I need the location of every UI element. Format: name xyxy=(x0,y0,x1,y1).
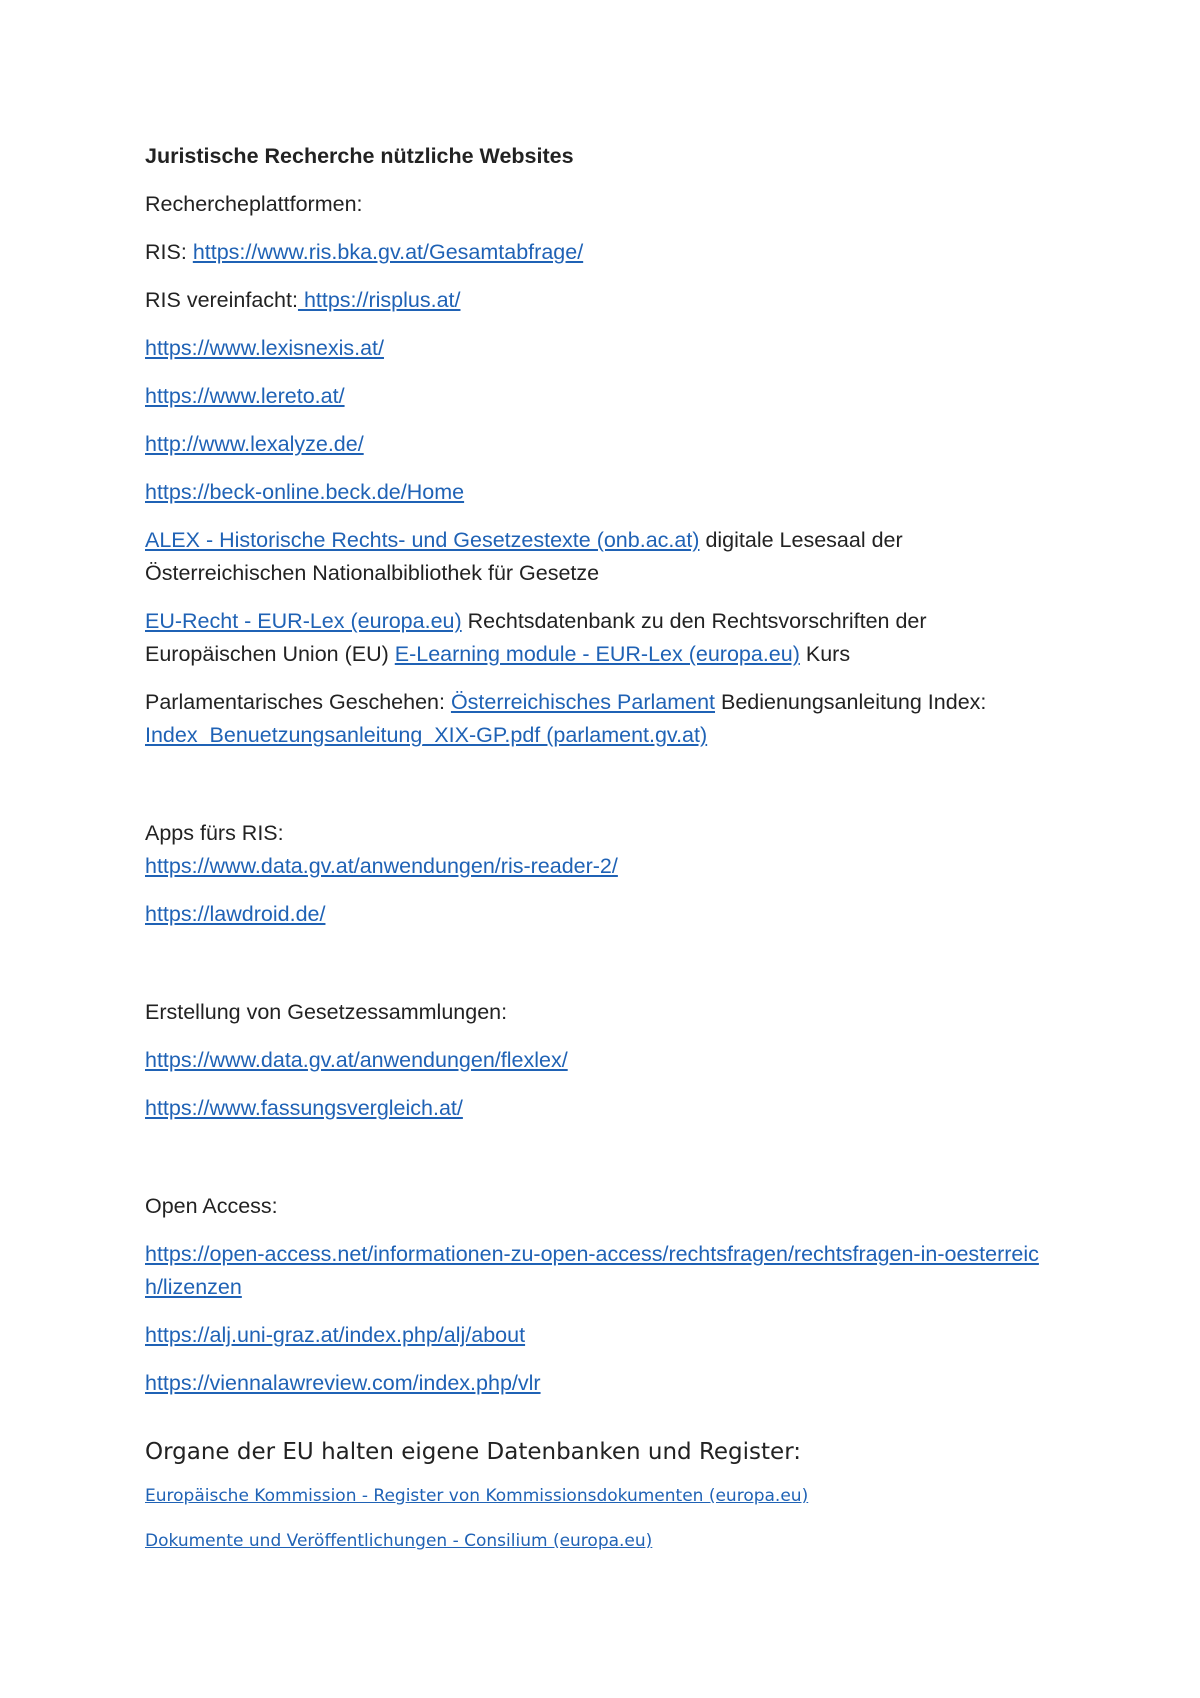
document-title: Juristische Recherche nützliche Websites xyxy=(145,144,574,168)
open-access-link[interactable]: https://open-access.net/informationen-zu-open-access/rechtsfragen/rechtsfragen-in-oesterreich/lizenzen xyxy=(145,1242,1039,1299)
beck-online-link[interactable]: https://beck-online.beck.de/Home xyxy=(145,480,465,504)
alex-paragraph xyxy=(145,524,1045,590)
spacer xyxy=(145,946,1045,996)
flexlex-link[interactable]: https://www.data.gv.at/anwendungen/flexlex/ xyxy=(145,1048,568,1072)
ris-simple-line xyxy=(145,284,1045,317)
spacer xyxy=(145,767,1045,817)
ris-simple-label: RIS vereinfacht: xyxy=(145,288,298,312)
commission-register-link[interactable]: Europäische Kommission - Register von Kommissionsdokumenten (europa.eu) xyxy=(145,1486,809,1506)
eurlex-link[interactable]: EU-Recht - EUR-Lex (europa.eu) xyxy=(145,609,462,633)
vlr-link[interactable]: https://viennalawreview.com/index.php/vlr xyxy=(145,1371,541,1395)
index-label: Bedienungsanleitung Index: xyxy=(715,690,987,714)
parliament-paragraph xyxy=(145,686,1045,752)
risplus-link[interactable]: https://risplus.at/ xyxy=(297,288,461,312)
fassungsvergleich-link[interactable]: https://www.fassungsvergleich.at/ xyxy=(145,1096,463,1120)
spacer xyxy=(145,1140,1045,1190)
ris-link[interactable]: https://www.ris.bka.gv.at/Gesamtabfrage/ xyxy=(192,240,584,264)
ris-label: RIS: xyxy=(145,240,187,264)
ris-line xyxy=(145,236,1045,269)
lawdroid-link[interactable]: https://lawdroid.de/ xyxy=(145,902,326,926)
lexisnexis-link[interactable]: https://www.lexisnexis.at/ xyxy=(145,336,384,360)
collections-heading: Erstellung von Gesetzessammlungen: xyxy=(145,1000,508,1024)
lexalyze-link[interactable]: http://www.lexalyze.de/ xyxy=(145,432,364,456)
parliament-link[interactable]: Österreichisches Parlament xyxy=(450,690,716,714)
eurlex-description: Rechtsdatenbank zu den Rechtsvorschriften der Europäischen Union (EU) xyxy=(145,609,927,666)
lereto-link[interactable]: https://www.lereto.at/ xyxy=(145,384,345,408)
document-body xyxy=(145,140,1045,1571)
eu-organs-heading: Organe der EU halten eigene Datenbanken und Register: xyxy=(145,1439,801,1465)
eurlex-paragraph xyxy=(145,605,1045,671)
spacer xyxy=(145,1415,1045,1435)
platforms-heading: Rechercheplattformen: xyxy=(145,192,363,216)
council-documents-link[interactable]: Dokumente und Veröffentlichungen - Consilium (europa.eu) xyxy=(145,1531,653,1551)
alj-link[interactable]: https://alj.uni-graz.at/index.php/alj/about xyxy=(145,1323,526,1347)
elearning-link[interactable]: E-Learning module - EUR-Lex (europa.eu) xyxy=(394,642,800,666)
open-access-heading: Open Access: xyxy=(145,1194,278,1218)
parliament-label: Parlamentarisches Geschehen: xyxy=(145,690,451,714)
elearning-suffix: Kurs xyxy=(799,642,851,666)
alex-description: digitale Lesesaal der Österreichischen Nationalbibliothek für Gesetze xyxy=(145,528,903,585)
index-guide-link[interactable]: Index_Benuetzungsanleitung_XIX-GP.pdf (parlament.gv.at) xyxy=(145,723,708,747)
ris-reader-link[interactable]: https://www.data.gv.at/anwendungen/ris-reader-2/ xyxy=(145,854,618,878)
alex-link[interactable]: ALEX - Historische Rechts- und Gesetzestexte (onb.ac.at) xyxy=(145,528,700,552)
apps-heading: Apps fürs RIS: xyxy=(145,821,284,845)
